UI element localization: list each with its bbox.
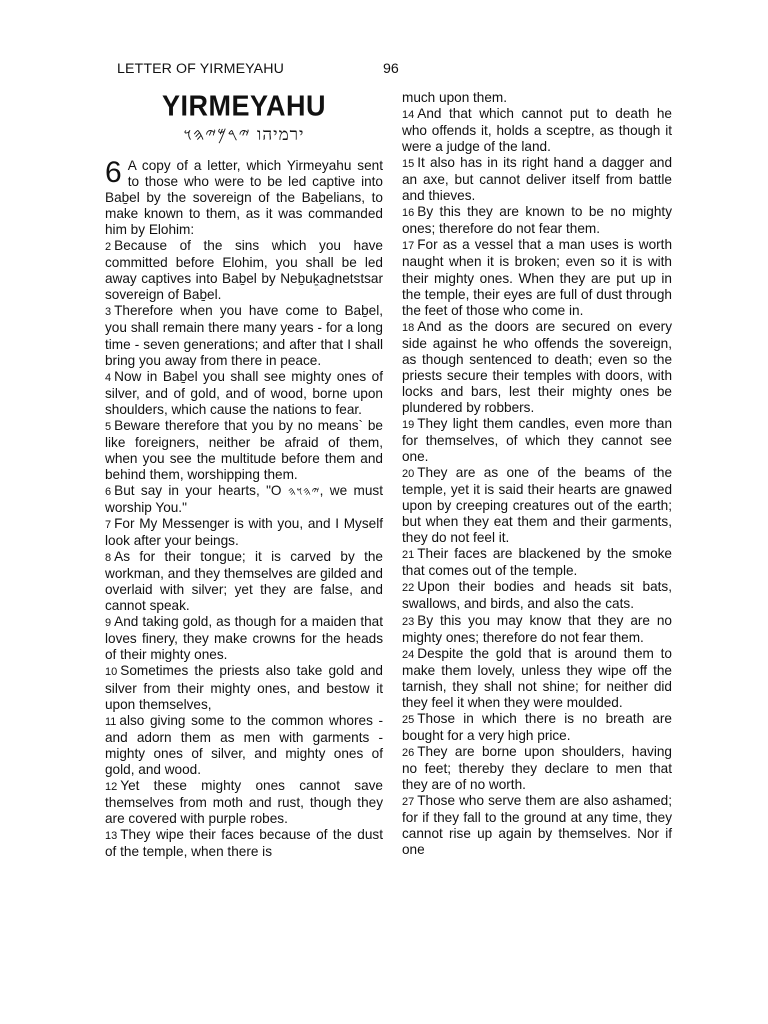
verse-text: also giving some to the common whores - and adorn them as men with garments - mighty ones of silver, and mighty ones of gold, and wood. [105, 712, 383, 777]
verse-13 [105, 827, 383, 860]
verse-16 [402, 204, 672, 237]
verse-number: 14 [402, 109, 415, 122]
verse-number: 22 [402, 582, 415, 595]
verse-11 [105, 713, 383, 778]
verse-number: 25 [402, 713, 415, 726]
verse-text: And as the doors are secured on every side against he who offends the sovereign, as though sentenced to death; even so the priests secure their temples with doors, with locks and bars, lest their mighty ones be plundered by robbers. [402, 318, 672, 415]
verse-text: For My Messenger is with you, and I Myself look after your beings. [105, 516, 383, 549]
verse-text: By this you may know that they are no mighty ones; therefore do not fear them. [402, 612, 672, 645]
verse-number: 9 [105, 617, 112, 630]
verse-number: 15 [402, 158, 415, 171]
running-title: LETTER OF YIRMEYAHU [117, 61, 284, 77]
left-verse-list-b [105, 516, 383, 860]
verse-text: They wipe their faces because of the dust of the temple, when there is [105, 826, 383, 859]
verse-text: By this they are known to be no mighty ones; therefore do not fear them. [402, 204, 672, 237]
verse-text: Sometimes the priests also take gold and silver from their mighty ones, and bestow it upon themselves, [105, 663, 383, 712]
verse-26 [402, 744, 672, 793]
verse-15 [402, 155, 672, 204]
chapter-opening-verse [105, 158, 383, 238]
verse-number: 5 [105, 420, 112, 433]
verse-17 [402, 237, 672, 318]
verse-number: 11 [105, 715, 117, 728]
left-verse-list-a [105, 238, 383, 483]
verse-number: 21 [402, 549, 415, 562]
verse-number: 23 [402, 615, 415, 628]
verse-6-text-after: , we must worship You." [105, 482, 384, 515]
verse-3 [105, 303, 383, 368]
verse-text: For as a vessel that a man uses is worth naught when it is broken; even so it is with their mighty ones. When they are put up in the temple, their eyes are full of dust through the feet of those who come in. [402, 237, 672, 318]
verse-number: 20 [402, 468, 415, 481]
divine-name-paleo: 𐤉𐤄𐤅𐤄 [287, 483, 320, 498]
verse-number: 19 [402, 418, 415, 431]
verse-text: Despite the gold that is around them to make them lovely, unless they wipe off the tarnish, they shall not shine; for neither did they feel it when they were moulded. [402, 645, 672, 710]
verse-number: 26 [402, 746, 415, 759]
verse-7 [105, 516, 383, 549]
verse-text: Those in which there is no breath are bought for a very high price. [402, 710, 672, 743]
verse-number: 3 [105, 306, 112, 319]
verse-23 [402, 613, 672, 646]
verse-2 [105, 238, 383, 303]
verse-number: 24 [402, 648, 415, 661]
verse-10 [105, 663, 383, 712]
verse-number: 2 [105, 241, 112, 254]
verse-number: 27 [402, 796, 415, 809]
verse-text: And taking gold, as though for a maiden that loves finery, they make crowns for the heads of their mighty ones. [105, 614, 383, 663]
continuation-text: much upon them. [402, 90, 508, 105]
verse-text: Their faces are blackened by the smoke that comes out of the temple. [402, 546, 672, 579]
verse-text: Upon their bodies and heads sit bats, swallows, and birds, and also the cats. [402, 579, 672, 612]
verse-6-text-before: But say in your hearts, "O [114, 482, 288, 498]
verse-24 [402, 646, 672, 711]
page-number: 96 [383, 61, 399, 77]
verse-25 [402, 711, 672, 744]
verse-number: 4 [105, 371, 112, 384]
verse-22 [402, 579, 672, 612]
verse-text: Now in Baḇel you shall see mighty ones of silver, and of gold, and of wood, borne upon shoulders, which cause the nations to fear. [105, 368, 383, 417]
verse-text: They light them candles, even more than for themselves, of which they cannot see one. [402, 415, 672, 465]
verse-21 [402, 546, 672, 579]
chapter-number: 6 [105, 156, 122, 189]
verse-text: It also has in its right hand a dagger and an axe, but cannot deliver itself from battle and thieves. [402, 155, 672, 204]
verse-1-text: A copy of a letter, which Yirmeyahu sent to those who were to be led captive into Baḇel by the sovereign of the Baḇelians, to make known to them, as it was commanded him by Elohim: [105, 158, 383, 238]
verse-text: And that which cannot put to death he who offends it, holds a sceptre, as though it were a judge of the land. [402, 106, 672, 155]
verse-number: 12 [105, 780, 118, 793]
verse-18 [402, 319, 672, 416]
verse-text: Those who serve them are also ashamed; for if they fall to the ground at any time, they cannot rise up again by themselves. Nor if one [402, 793, 672, 858]
verse-27 [402, 793, 672, 858]
verse-20 [402, 465, 672, 546]
verse-6 [105, 483, 383, 516]
verse-text: Because of the sins which you have committed before Elohim, you shall be led away captives into Baḇel by Neḇuḵaḏnetstsar sovereign of Baḇel. [105, 238, 383, 303]
verse-9 [105, 614, 383, 663]
verse-text: Yet these mighty ones cannot save themselves from moth and rust, though they are covered with purple robes. [105, 777, 383, 826]
verse-number: 18 [402, 321, 415, 334]
verse-text: They are borne upon shoulders, having no feet; thereby they declare to men that they are of no worth. [402, 743, 672, 792]
book-title: YIRMEYAHU [161, 90, 327, 122]
left-column [105, 90, 383, 860]
right-verse-list [402, 106, 672, 858]
verse-4 [105, 369, 383, 418]
verse-8 [105, 549, 383, 614]
verse-number: 16 [402, 207, 415, 220]
verse-12 [105, 778, 383, 827]
verse-text: They are as one of the beams of the temple, yet it is said their hearts are gnawed upon by creeping creatures out of the earth; but when they eat them and their garments, they do not feel it. [402, 465, 672, 546]
verse-5 [105, 418, 383, 483]
book-title-script: ירמיהו 𐤉𐤓𐤌𐤉𐤄𐤅 [183, 125, 305, 145]
verse-number: 10 [105, 666, 118, 679]
verse-number: 7 [105, 519, 112, 532]
verse-text: Therefore when you have come to Baḇel, you shall remain there many years - for a long time - seven generations; and after that I shall bring you away from there in peace. [105, 303, 383, 368]
verse-text: As for their tongue; it is carved by the workman, and they themselves are gilded and overlaid with silver; yet they are false, and cannot speak. [105, 549, 383, 614]
verse-14 [402, 106, 672, 155]
verse-number: 6 [105, 485, 112, 498]
verse-number: 17 [402, 240, 415, 253]
verse-19 [402, 416, 672, 465]
verse-number: 8 [105, 552, 112, 565]
verse-number: 13 [105, 829, 118, 842]
verse-text: Beware therefore that you by no means` be like foreigners, neither be afraid of them, when you see the multitude before them and behind them, worshipping them. [105, 417, 383, 482]
right-column [402, 90, 672, 858]
